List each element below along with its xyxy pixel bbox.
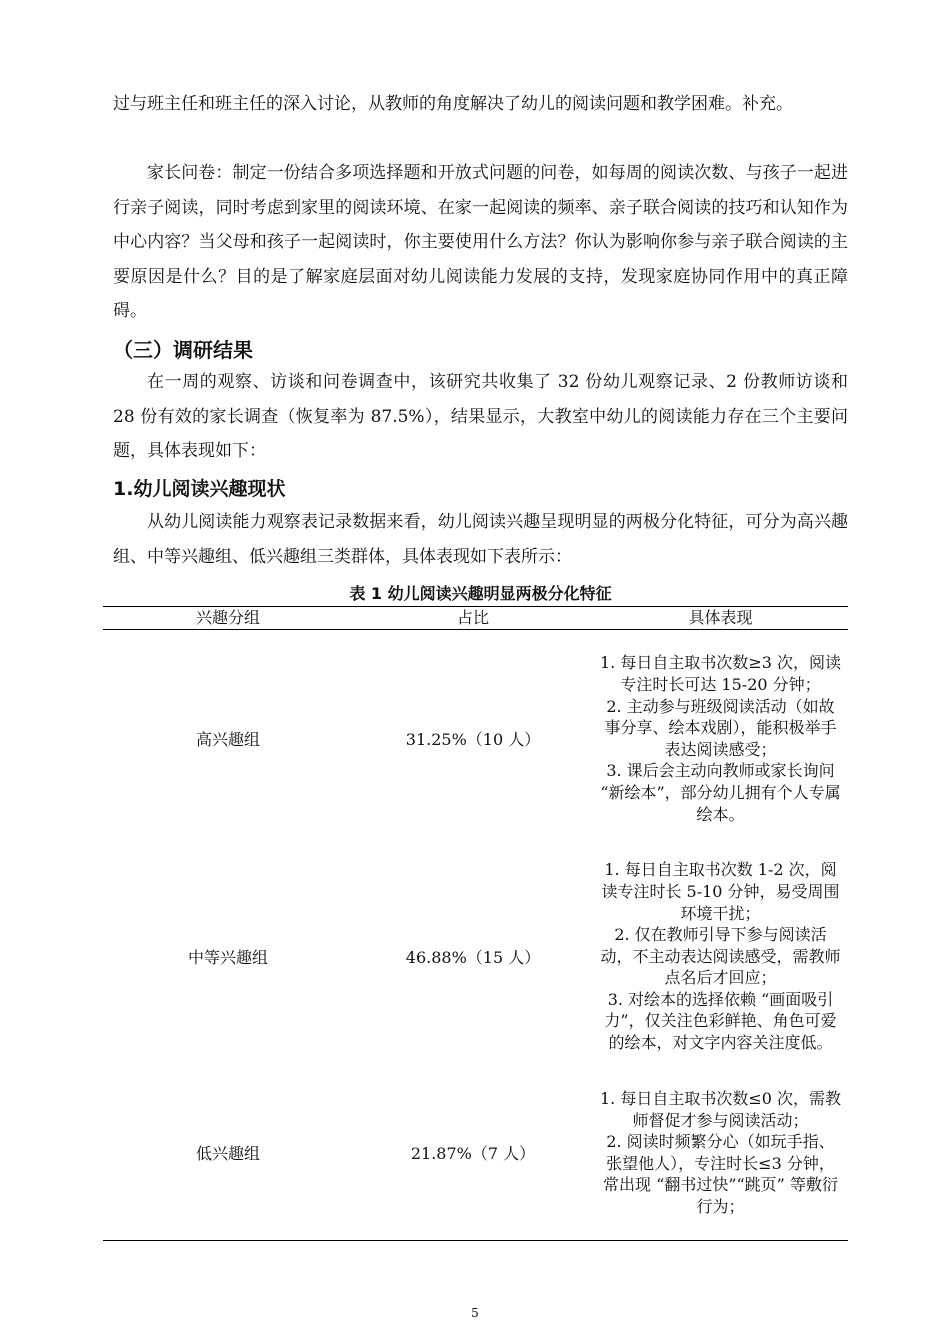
- cell-details: [593, 848, 848, 1066]
- cell-group: 低兴趣组: [103, 1066, 353, 1241]
- detail-item: 2. 仅在教师引导下参与阅读活动，不主动表达阅读感受，需教师点名后才回应；: [600, 925, 841, 988]
- paragraph-block-2: [113, 156, 848, 329]
- paragraph-block-4: [113, 505, 848, 574]
- cell-ratio: 31.25%（10 人）: [405, 730, 541, 750]
- subsection-heading-reading-interest: 1.幼儿阅读兴趣现状: [113, 478, 286, 500]
- cell-group: 中等兴趣组: [187, 948, 268, 967]
- page-number: 5: [471, 1306, 479, 1320]
- header-ratio: 占比: [353, 607, 593, 630]
- detail-item: 3. 对绘本的选择依赖 “画面吸引力”，仅关注色彩鲜艳、角色可爱的绘本，对文字内容关注度低。: [604, 989, 837, 1053]
- paragraph-parent-survey: 家长问卷：制定一份结合多项选择题和开放式问题的问卷，如每周的阅读次数、与孩子一起进行亲子阅读，同时考虑到家里的阅读环境、在家一起阅读的频率、亲子联合阅读的技巧和认知作为中心内容？当父母和孩子一起阅读时，你主要使用什么方法？你认为影响你参与亲子联合阅读的主要原因是什么？目的是了解家庭层面对幼儿阅读能力发展的支持，发现家庭协同作用中的真正障碍。: [113, 163, 848, 321]
- detail-item: 1. 每日自主取书次数≥3 次，阅读专注时长可达 15-20 分钟；: [599, 653, 842, 694]
- cell-ratio: 21.87%（7 人）: [353, 1066, 593, 1241]
- cell-details: [593, 630, 848, 848]
- table-caption: 表 1 幼儿阅读兴趣明显两极分化特征: [349, 584, 612, 603]
- reading-interest-table: [103, 606, 848, 1241]
- detail-item: 2. 主动参与班级阅读活动（如故事分享、绘本戏剧），能积极举手表达阅读感受；: [604, 696, 837, 759]
- cell-ratio: 46.88%（15 人）: [405, 948, 541, 967]
- cell-group: 高兴趣组: [195, 730, 260, 750]
- cell-details: [593, 1066, 848, 1241]
- section-heading-results: （三）调研结果: [113, 338, 253, 362]
- paragraph-results-summary: 在一周的观察、访谈和问卷调查中，该研究共收集了 32 份幼儿观察记录、2 份教师访谈和 28 份有效的家长调查（恢复率为 87.5%），结果显示，大教室中幼儿的阅读能力存在三个主要问题，具体表现如下：: [113, 372, 848, 461]
- paragraph-block-3: [113, 365, 848, 469]
- table-row-high: [103, 630, 848, 848]
- paragraph-block-1: [113, 87, 848, 122]
- table-header-row: [103, 607, 848, 630]
- detail-item: 2. 阅读时频繁分心（如玩手指、张望他人），专注时长≤3 分钟，常出现 “翻书过快”“跳页” 等敷衍行为；: [603, 1132, 838, 1216]
- detail-item: 1. 每日自主取书次数≤0 次，需教师督促才参与阅读活动；: [599, 1088, 842, 1130]
- paragraph-interview-summary: 过与班主任和班主任的深入讨论，从教师的角度解决了幼儿的阅读问题和教学困难。补充。: [113, 94, 793, 114]
- paragraph-interest-intro: 从幼儿阅读能力观察表记录数据来看，幼儿阅读兴趣呈现明显的两极分化特征，可分为高兴趣组、中等兴趣组、低兴趣组三类群体，具体表现如下表所示：: [113, 512, 848, 567]
- detail-item: 3. 课后会主动向教师或家长询问 “新绘本”，部分幼儿拥有个人专属绘本。: [600, 761, 841, 824]
- table-row-low: [103, 1066, 848, 1241]
- table-row-medium: [103, 848, 848, 1066]
- header-details: 具体表现: [593, 607, 848, 630]
- detail-item: 1. 每日自主取书次数 1-2 次，阅读专注时长 5-10 分钟，易受周围环境干扰；: [601, 860, 840, 923]
- header-group: 兴趣分组: [103, 607, 353, 630]
